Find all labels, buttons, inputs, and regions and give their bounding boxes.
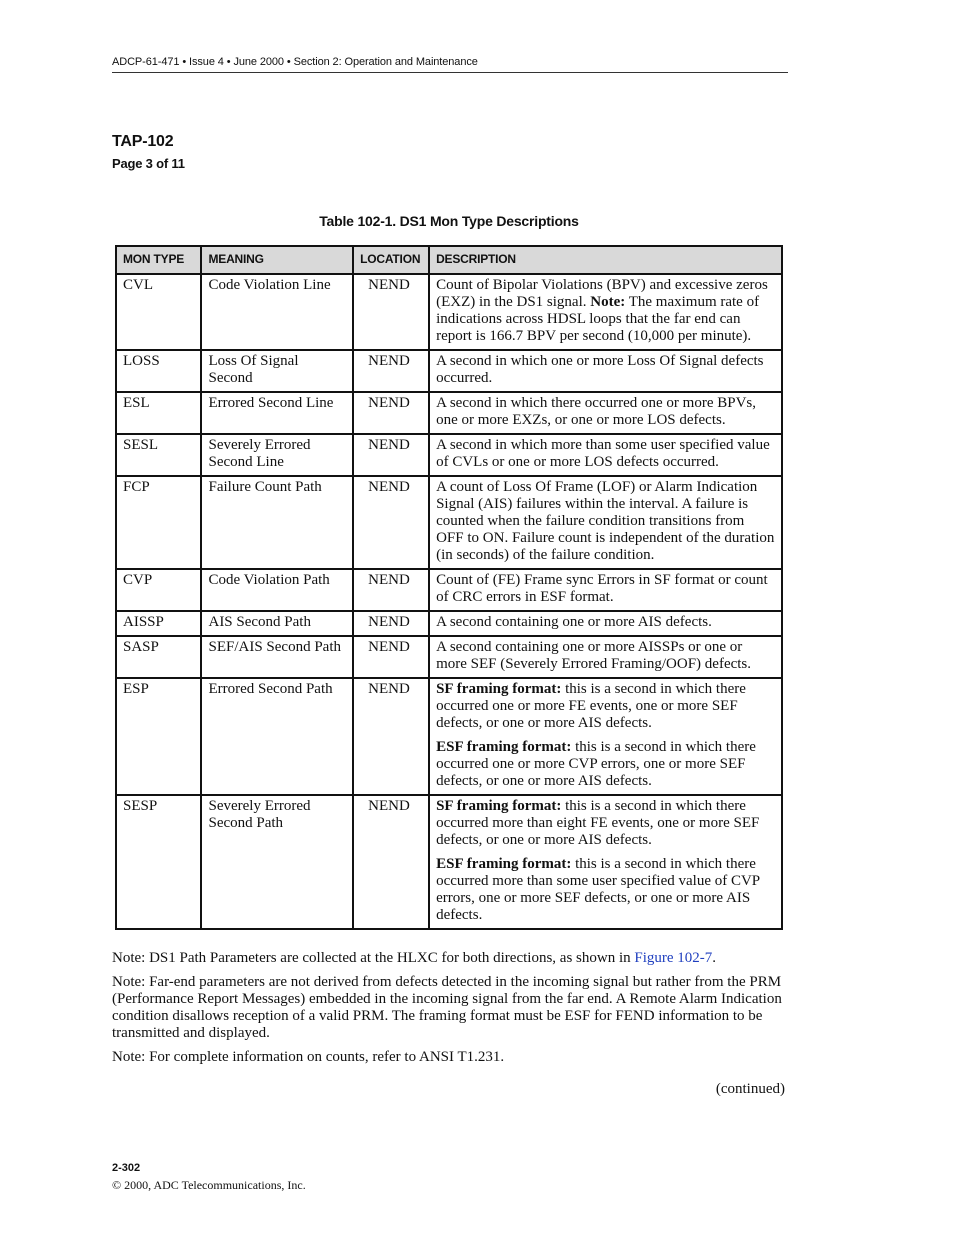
cell-meaning: Errored Second Path xyxy=(201,678,353,795)
table-row xyxy=(116,392,782,434)
cell-description xyxy=(429,569,782,611)
description-text: A second in which one or more Loss Of Signal defects occurred. xyxy=(436,353,764,386)
tap-title: TAP-102 xyxy=(112,133,174,150)
description-paragraph xyxy=(436,739,775,790)
cell-location: NEND xyxy=(353,350,429,392)
cell-meaning: Errored Second Line xyxy=(201,392,353,434)
cell-location: NEND xyxy=(353,434,429,476)
note-far-end: Note: Far-end parameters are not derived from defects detected in the incoming signal but rather from the PRM (Performance Report Messages) embedded in the incoming signal from the far end. A Remote Alarm Indication condition disallows reception of a valid PRM. The framing format must be ESF for FEND information to be transmitted and displayed. xyxy=(112,974,782,1041)
note-period: . xyxy=(712,950,717,966)
cell-mon-type: LOSS xyxy=(116,350,201,392)
description-text: A second containing one or more AIS defects. xyxy=(436,614,712,630)
cell-meaning: Code Violation Line xyxy=(201,274,353,350)
description-text: this is a second in which there occurred one or more CVP errors, one or more SEF defects, or one or more AIS defects. xyxy=(436,739,756,789)
description-paragraph xyxy=(436,395,775,429)
description-paragraph xyxy=(436,277,775,345)
notes-section xyxy=(112,950,788,1073)
cell-description xyxy=(429,434,782,476)
copyright: © 2000, ADC Telecommunications, Inc. xyxy=(112,1178,306,1192)
cell-description xyxy=(429,611,782,636)
col-header-mon-type: MON TYPE xyxy=(116,246,201,274)
cell-location: NEND xyxy=(353,569,429,611)
description-paragraph xyxy=(436,856,775,924)
col-header-meaning: MEANING xyxy=(201,246,353,274)
description-paragraph xyxy=(436,437,775,471)
cell-description xyxy=(429,274,782,350)
table-header-row xyxy=(116,246,782,274)
table-row xyxy=(116,678,782,795)
description-text: this is a second in which there occurred one or more FE events, one or more SEF defects, or one or more AIS defects. xyxy=(436,681,746,731)
note-counts: Note: For complete information on counts, refer to ANSI T1.231. xyxy=(112,1049,505,1065)
description-text: A second in which more than some user specified value of CVLs or one or more LOS defects occurred. xyxy=(436,437,770,470)
page-indicator: Page 3 of 11 xyxy=(112,156,185,171)
col-header-location: LOCATION xyxy=(353,246,429,274)
description-text: this is a second in which there occurred more than eight FE events, one or more SEF defects, or one or more AIS defects. xyxy=(436,798,760,848)
table-row xyxy=(116,350,782,392)
note-path-parameters xyxy=(112,950,788,967)
table-row xyxy=(116,434,782,476)
cell-location: NEND xyxy=(353,636,429,678)
description-bold-text: SF framing format: xyxy=(436,681,562,697)
cell-mon-type: CVP xyxy=(116,569,201,611)
table-row xyxy=(116,274,782,350)
description-paragraph xyxy=(436,681,775,732)
cell-location: NEND xyxy=(353,392,429,434)
table-row xyxy=(116,636,782,678)
cell-description xyxy=(429,392,782,434)
cell-description xyxy=(429,636,782,678)
cell-meaning: Severely Errored Second Line xyxy=(201,434,353,476)
table-caption: Table 102-1. DS1 Mon Type Descriptions xyxy=(319,213,579,229)
cell-meaning: AIS Second Path xyxy=(201,611,353,636)
cell-meaning: Failure Count Path xyxy=(201,476,353,569)
table-row xyxy=(116,476,782,569)
cell-location: NEND xyxy=(353,678,429,795)
description-text: The maximum rate of indications across HDSL loops that the far end can report is 166.7 BPV per second (10,000 per minute). xyxy=(436,294,760,344)
cell-description xyxy=(429,795,782,929)
col-header-description: DESCRIPTION xyxy=(429,246,782,274)
cell-mon-type: FCP xyxy=(116,476,201,569)
page-number: 2-302 xyxy=(112,1162,141,1174)
table-row xyxy=(116,569,782,611)
description-text: A second in which there occurred one or more BPVs, one or more EXZs, or one or more LOS defects. xyxy=(436,395,757,428)
description-bold-text: SF framing format: xyxy=(436,798,562,814)
note-text: Note: DS1 Path Parameters are collected at the HLXC for both directions, as shown in xyxy=(112,950,635,966)
cell-meaning: Severely Errored Second Path xyxy=(201,795,353,929)
description-text: Count of (FE) Frame sync Errors in SF format or count of CRC errors in ESF format. xyxy=(436,572,768,605)
cell-mon-type: CVL xyxy=(116,274,201,350)
cell-location: NEND xyxy=(353,476,429,569)
description-text: this is a second in which there occurred more than some user specified value of CVP errors, one or more SEF defects, or one or more AIS defects. xyxy=(436,856,760,923)
cell-meaning: Loss Of Signal Second xyxy=(201,350,353,392)
table-row xyxy=(116,795,782,929)
description-paragraph xyxy=(436,572,775,606)
cell-mon-type: ESL xyxy=(116,392,201,434)
cell-location: NEND xyxy=(353,274,429,350)
cell-mon-type: SESP xyxy=(116,795,201,929)
description-bold-text: Note: xyxy=(590,294,626,310)
cell-location: NEND xyxy=(353,795,429,929)
table-row xyxy=(116,611,782,636)
continued-label: (continued) xyxy=(715,1081,785,1097)
description-paragraph xyxy=(436,614,775,631)
figure-link[interactable]: Figure 102-7 xyxy=(634,950,713,966)
cell-location: NEND xyxy=(353,611,429,636)
description-paragraph xyxy=(436,479,775,564)
description-paragraph xyxy=(436,798,775,849)
running-header: ADCP-61-471 • Issue 4 • June 2000 • Section 2: Operation and Maintenance xyxy=(112,56,788,73)
cell-meaning: Code Violation Path xyxy=(201,569,353,611)
cell-description xyxy=(429,678,782,795)
cell-mon-type: SASP xyxy=(116,636,201,678)
mon-type-table xyxy=(115,245,783,930)
description-bold-text: ESF framing format: xyxy=(436,856,572,872)
cell-mon-type: AISSP xyxy=(116,611,201,636)
description-text: A second containing one or more AISSPs or one or more SEF (Severely Errored Framing/OOF) defects. xyxy=(436,639,752,672)
cell-mon-type: ESP xyxy=(116,678,201,795)
cell-description xyxy=(429,476,782,569)
description-text: A count of Loss Of Frame (LOF) or Alarm Indication Signal (AIS) failures within the interval. A failure is counted when the failure condition transitions from OFF to ON. Failure count is independent of the duration (in seconds) of the failure condition. xyxy=(436,479,775,563)
cell-mon-type: SESL xyxy=(116,434,201,476)
cell-meaning: SEF/AIS Second Path xyxy=(201,636,353,678)
description-text: Count of Bipolar Violations (BPV) and excessive zeros (EXZ) in the DS1 signal. xyxy=(436,277,768,310)
cell-description xyxy=(429,350,782,392)
description-paragraph xyxy=(436,639,775,673)
description-paragraph xyxy=(436,353,775,387)
description-bold-text: ESF framing format: xyxy=(436,739,572,755)
